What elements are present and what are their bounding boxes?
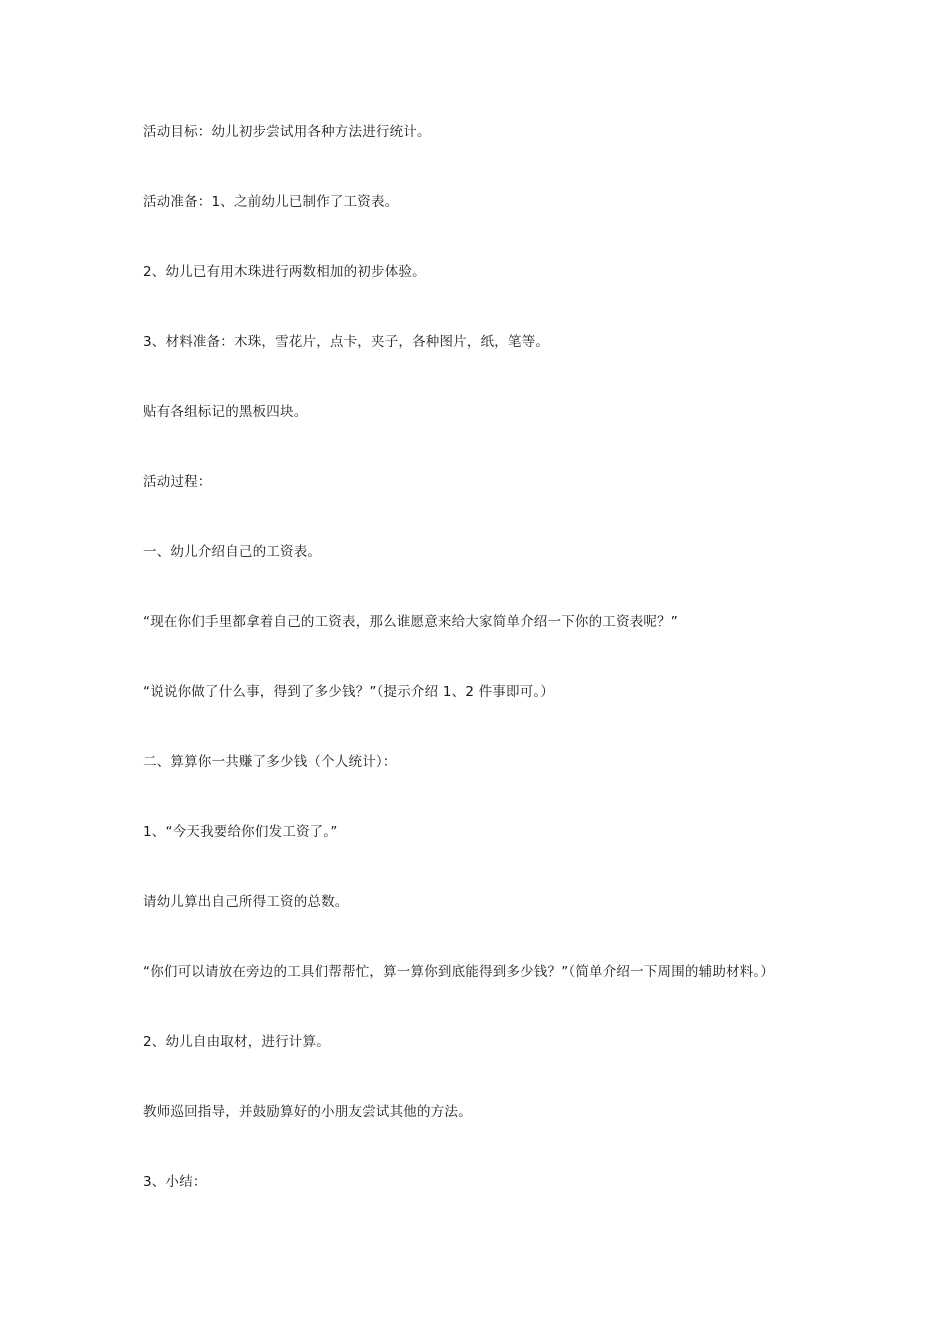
paragraph-prep-item-3: 3、材料准备：木珠，雪花片，点卡，夹子，各种图片，纸，笔等。 (143, 334, 550, 350)
paragraph-step-1: 1、“今天我要给你们发工资了。” (143, 824, 338, 840)
paragraph-quote-1: “现在你们手里都拿着自己的工资表，那么谁愿意来给大家简单介绍一下你的工资表呢？” (143, 614, 678, 630)
paragraph-teacher-guidance: 教师巡回指导，并鼓励算好的小朋友尝试其他的方法。 (143, 1104, 472, 1120)
paragraph-prep-item-2: 2、幼儿已有用木珠进行两数相加的初步体验。 (143, 264, 426, 280)
paragraph-step-1-detail: 请幼儿算出自己所得工资的总数。 (143, 894, 349, 910)
paragraph-activity-prep: 活动准备：1、之前幼儿已制作了工资表。 (143, 194, 399, 210)
paragraph-section-1: 一、幼儿介绍自己的工资表。 (143, 544, 322, 560)
paragraph-quote-3: “你们可以请放在旁边的工具们帮帮忙，算一算你到底能得到多少钱？”（简单介绍一下周围的辅助材料。） (143, 964, 775, 980)
paragraph-quote-2: “说说你做了什么事，得到了多少钱？”（提示介绍 1、2 件事即可。） (143, 684, 555, 700)
paragraph-blackboards: 贴有各组标记的黑板四块。 (143, 404, 308, 420)
paragraph-section-2: 二、算算你一共赚了多少钱（个人统计）： (143, 754, 397, 770)
paragraph-activity-process: 活动过程： (143, 474, 212, 490)
paragraph-activity-goal: 活动目标：幼儿初步尝试用各种方法进行统计。 (143, 124, 431, 140)
paragraph-step-3-summary: 3、小结： (143, 1174, 207, 1190)
paragraph-step-2: 2、幼儿自由取材，进行计算。 (143, 1034, 330, 1050)
